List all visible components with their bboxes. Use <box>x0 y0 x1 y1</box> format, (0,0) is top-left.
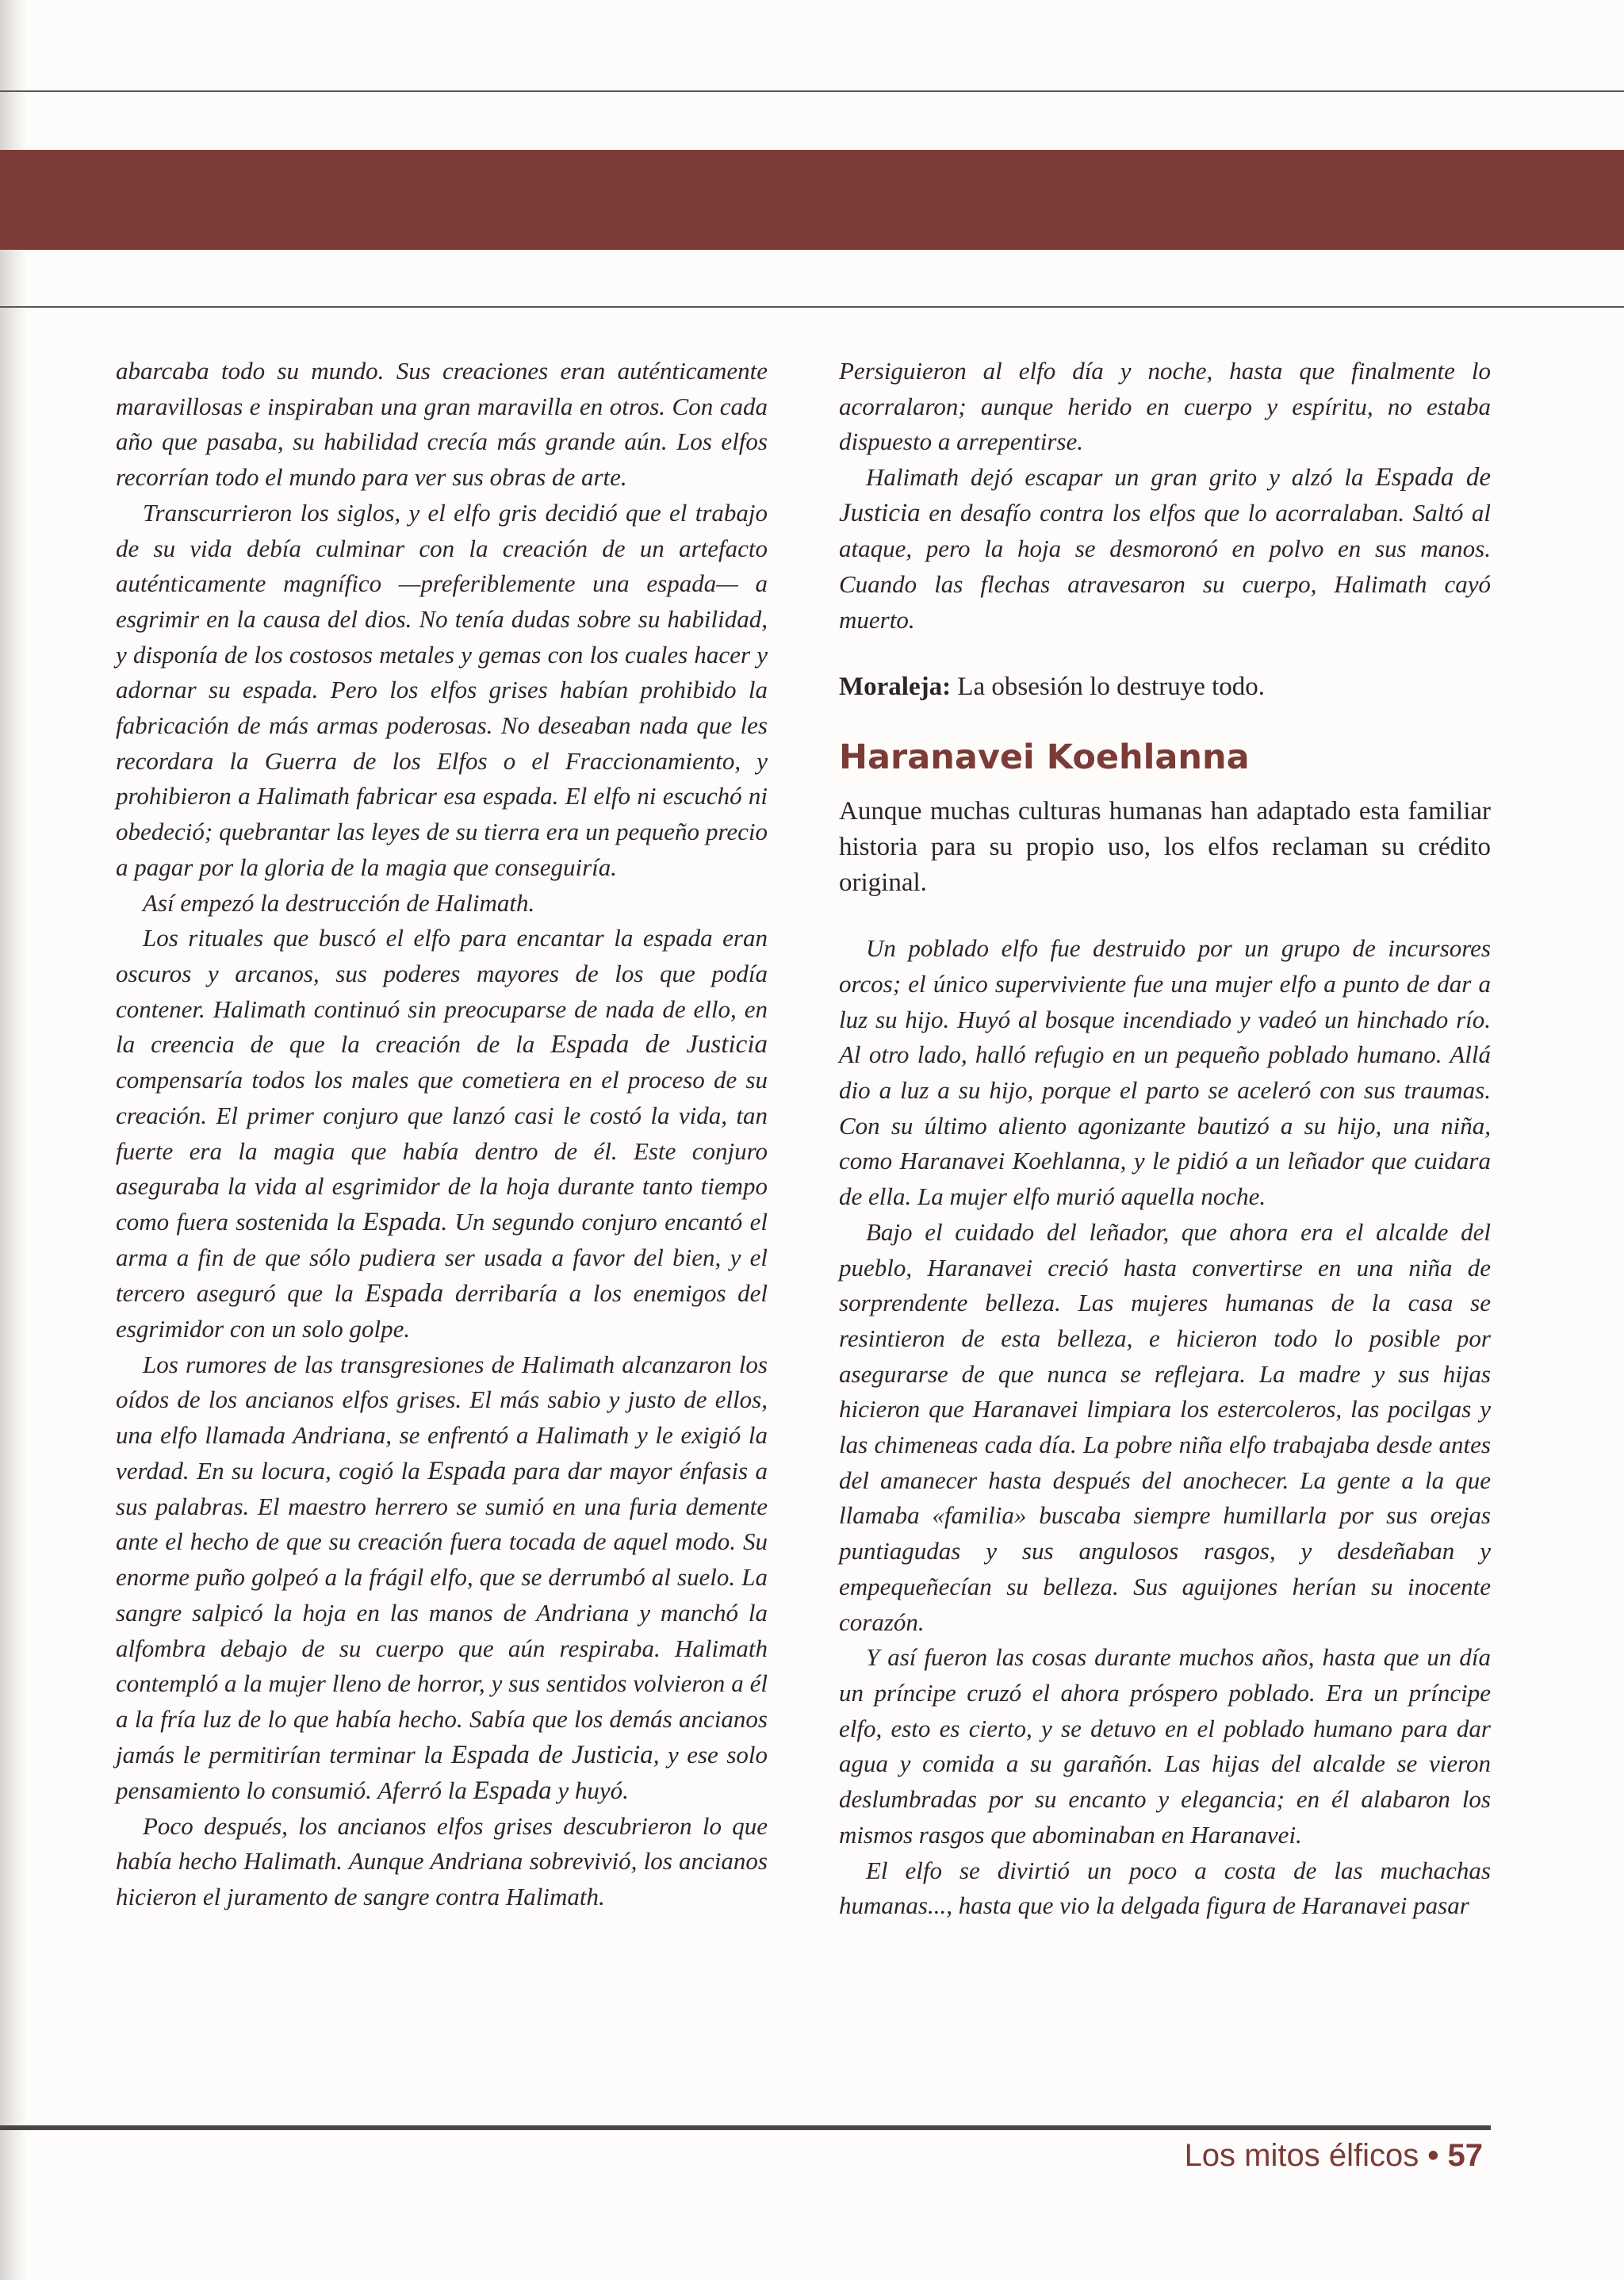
sword-name: Espada de Justicia <box>550 1030 768 1060</box>
section-intro: Aunque muchas culturas humanas han adaptado esta familiar historia para su propio uso, los elfos reclaman su crédito original. <box>839 797 1491 898</box>
paragraph: El elfo se divirtió un poco a costa de las muchachas humanas..., hasta que vio la delgada figura de Haranavei pasar <box>839 1856 1491 1920</box>
paragraph: Persiguieron al elfo día y noche, hasta que finalmente lo acorralaron; aunque herido en cuerpo y espíritu, no estaba dispuesto a arrepentirse. <box>839 357 1491 456</box>
sword-name: Espada <box>362 1208 442 1237</box>
header-lower-rule <box>0 306 1624 308</box>
paragraph <box>116 921 768 1347</box>
sword-name: Espada de Justicia <box>839 463 1491 528</box>
text-run: compensaría todos los males que cometiera en el proceso de su creación. El primer conjuro que lanzó casi le costó la vida, tan fuerte era la magia que había dentro de él. Este conjuro aseguraba la vida al esgrimidor de la hoja durante tanto tiempo como fuera sostenida la <box>116 1066 768 1236</box>
moral <box>839 669 1491 705</box>
text-run: y huyó. <box>551 1776 629 1804</box>
spacer <box>839 638 1491 669</box>
section-heading: Haranavei Koehlanna <box>839 738 1250 778</box>
moral-text: La obsesión lo destruye todo. <box>951 673 1266 702</box>
paragraph: abarcaba todo su mundo. Sus creaciones eran auténticamente maravillosas e inspiraban una gran maravilla en otros. Con cada año que pasaba, su habilidad crecía más grande aún. Los elfos recorrían todo el mundo para ver sus obras de arte. <box>116 357 768 492</box>
spacer <box>839 901 1491 931</box>
sword-name: Espada <box>427 1456 507 1485</box>
text-run: Los rumores de las transgresiones de Halimath alcanzaron los oídos de los ancianos elfos grises. El más sabio y justo de ellos, una elfo llamada Andriana, se enfrentó a Halimath y le exigió la verdad. En su locura, cogió la <box>116 1350 768 1485</box>
paragraph: Un poblado elfo fue destruido por un grupo de incursores orcos; el único superviviente fue una mujer elfo a punto de dar a luz su hijo. Huyó al bosque incendiado y vadeó un hinchado río. Al otro lado, halló refugio en un pequeño poblado humano. Allá dio a luz a su hijo, porque el parto se aceleró con sus traumas. Con su último aliento agonizante bautizó a su hijo, una niña, como Haranavei Koehlanna, y le pidió a un leñador que cuidara de ella. La mujer elfo murió aquella noche. <box>839 934 1491 1211</box>
page-spine-shadow <box>0 0 27 2280</box>
paragraph <box>116 1347 768 1809</box>
moral-label: Moraleja: <box>839 673 952 702</box>
text-run: en desafío contra los elfos que lo acorralaban. Saltó al ataque, pero la hoja se desmoronó en polvo en sus manos. Cuando las flechas atravesaron su cuerpo, Halimath cayó muerto. <box>839 499 1491 634</box>
paragraph: Bajo el cuidado del leñador, que ahora era el alcalde del pueblo, Haranavei creció hasta convertirse en una niña de sorprendente belleza. Las mujeres humanas de la casa se resintieron de esta belleza, e hicieron todo lo posible por asegurarse de que nunca se reflejara. La madre y sus hijas hicieron que Haranavei limpiara los estercoleros, las pocilgas y las chimeneas cada día. La pobre niña elfo trabajaba desde antes del amanecer hasta después del anochecer. La gente a la que llamaba «familia» buscaba siempre humillarla por sus orejas puntiagudas y sus angulosos rasgos, y desdeñaban y empequeñecían su belleza. Sus aguijones herían su inocente corazón. <box>839 1217 1491 1636</box>
text-run: Halimath dejó escapar un gran grito y alzó la <box>866 463 1376 492</box>
text-run: Los rituales que buscó el elfo para encantar la espada eran oscuros y arcanos, sus poderes mayores de los que podía contener. Halimath continuó sin preocuparse de nada de ello, en la creencia de que la creación de la <box>116 924 768 1059</box>
page-number: 57 <box>1447 2138 1483 2173</box>
footer-title: Los mitos élficos <box>1184 2138 1419 2173</box>
text-run: para dar mayor énfasis a sus palabras. El maestro herrero se sumió en una furia demente ante el hecho de que su creación fuera tocada de aquel modo. Su enorme puño golpeó a la frágil elfo, que se derrumbó al suelo. La sangre salpicó la hoja en las manos de Andriana y manchó la alfombra debajo de su cuerpo que aún respiraba. Halimath contempló a la mujer lleno de horror, y sus sentidos volvieron a él a la fría luz de lo que había hecho. Sabía que los demás ancianos jamás le permitirían terminar la <box>116 1456 768 1768</box>
sword-name: Espada <box>473 1776 552 1805</box>
header-color-band <box>0 150 1624 250</box>
paragraph: Poco después, los ancianos elfos grises descubrieron lo que había hecho Halimath. Aunque Andriana sobrevivió, los ancianos hicieron el juramento de sangre contra Halimath. <box>116 1811 768 1911</box>
footer-rule <box>0 2125 1491 2130</box>
text-run: , y ese solo pensamiento lo consumió. Aferró la <box>116 1740 768 1804</box>
footer-bullet: • <box>1427 2138 1439 2173</box>
paragraph: Así empezó la destrucción de Halimath. <box>143 888 535 917</box>
sword-name: Espada de Justicia <box>450 1740 653 1769</box>
paragraph: Y así fueron las cosas durante muchos años, hasta que un día un príncipe cruzó el ahora próspero poblado. Era un príncipe elfo, esto es cierto, y se detuvo en el poblado humano para dar agua y comida a su garañón. Las hijas del alcalde se vieron deslumbradas por su encanto y elegancia; en él alabaron los mismos rasgos que abominaban en Haranavei. <box>839 1643 1491 1849</box>
text-run: . Un segundo conjuro encantó el arma a fin de que sólo pudiera ser usada a favor del bien, y el tercero aseguró que la <box>116 1208 768 1307</box>
paragraph <box>839 460 1491 638</box>
sword-name: Espada <box>365 1278 444 1308</box>
header-rule <box>0 90 1624 92</box>
page-footer <box>1185 2132 1483 2179</box>
text-run: derribaría a los enemigos del esgrimidor con un solo golpe. <box>116 1278 768 1343</box>
paragraph: Transcurrieron los siglos, y el elfo gris decidió que el trabajo de su vida debía culminar con la creación de un artefacto auténticamente magnífico —preferiblemente una espada— a esgrimir en la causa del dios. No tenía dudas sobre su habilidad, y disponía de los costosos metales y gemas con los cuales hacer y adornar su espada. Pero los elfos grises habían prohibido la fabricación de más armas poderosas. No deseaban nada que les recordara la Guerra de los Elfos o el Fraccionamiento, y prohibieron a Halimath fabricar esa espada. El elfo ni escuchó ni obedeció; quebrantar las leyes de su tierra era un pequeño precio a pagar por la gloria de la magia que conseguiría. <box>116 498 768 881</box>
right-column <box>839 354 1491 1924</box>
left-column <box>116 354 768 1915</box>
